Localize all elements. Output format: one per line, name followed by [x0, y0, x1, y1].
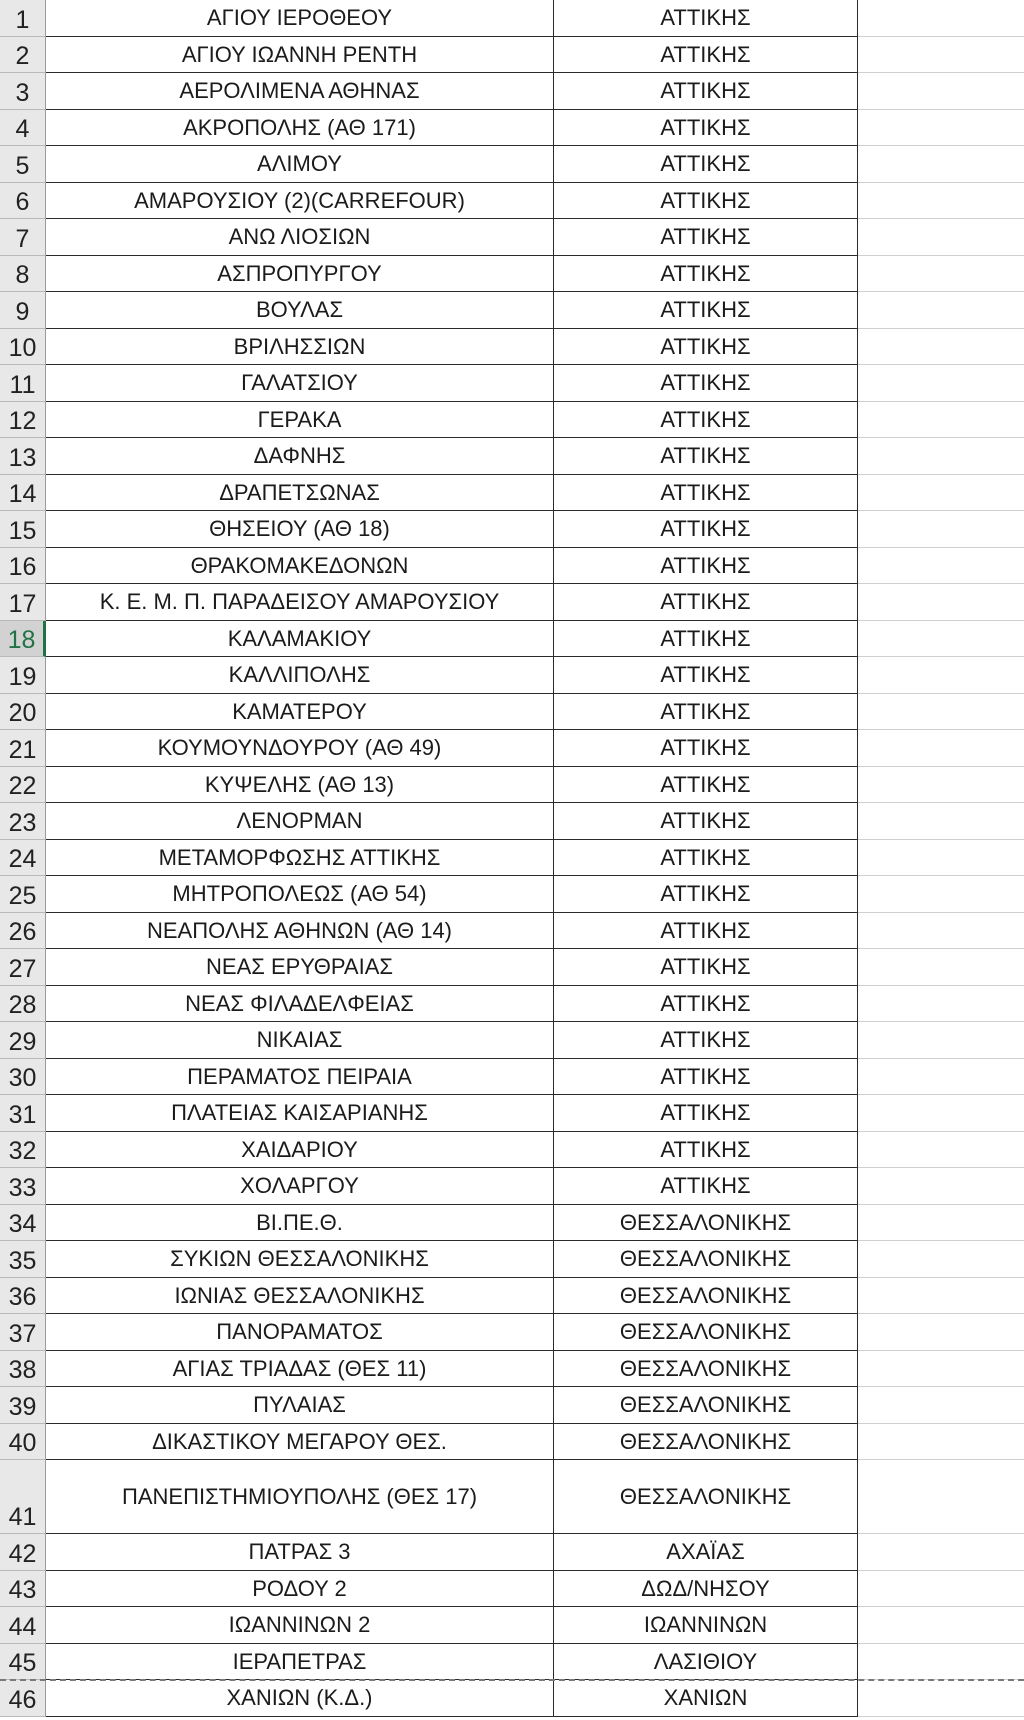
row-header-9[interactable]: 9	[0, 292, 46, 329]
row-header-11[interactable]: 11	[0, 365, 46, 402]
cell-name[interactable]: ΜΗΤΡΟΠΟΛΕΩΣ (ΑΘ 54)	[46, 876, 554, 913]
cell-name[interactable]: Κ. Ε. Μ. Π. ΠΑΡΑΔΕΙΣΟΥ ΑΜΑΡΟΥΣΙΟΥ	[46, 584, 554, 621]
cell-empty[interactable]	[858, 73, 1024, 110]
row-header-18[interactable]: 18	[0, 621, 46, 658]
row-header-1[interactable]: 1	[0, 0, 46, 37]
cell-empty[interactable]	[858, 949, 1024, 986]
cell-name[interactable]: ΝΙΚΑΙΑΣ	[46, 1022, 554, 1059]
row-header-22[interactable]: 22	[0, 767, 46, 804]
row-header-7[interactable]: 7	[0, 219, 46, 256]
cell-empty[interactable]	[858, 1460, 1024, 1534]
cell-region[interactable]: ΘΕΣΣΑΛΟΝΙΚΗΣ	[554, 1424, 858, 1461]
cell-empty[interactable]	[858, 183, 1024, 220]
cell-name[interactable]: ΠΥΛΑΙΑΣ	[46, 1387, 554, 1424]
cell-empty[interactable]	[858, 1241, 1024, 1278]
row-header-45[interactable]: 45	[0, 1644, 46, 1681]
cell-name[interactable]: ΜΕΤΑΜΟΡΦΩΣΗΣ ΑΤΤΙΚΗΣ	[46, 840, 554, 877]
cell-empty[interactable]	[858, 1314, 1024, 1351]
row-header-36[interactable]: 36	[0, 1278, 46, 1315]
cell-empty[interactable]	[858, 1680, 1024, 1717]
cell-empty[interactable]	[858, 1534, 1024, 1571]
row-header-43[interactable]: 43	[0, 1571, 46, 1608]
row-header-14[interactable]: 14	[0, 475, 46, 512]
cell-region[interactable]: ΑΧΑΪΑΣ	[554, 1534, 858, 1571]
cell-name[interactable]: ΚΥΨΕΛΗΣ (ΑΘ 13)	[46, 767, 554, 804]
cell-region[interactable]: ΑΤΤΙΚΗΣ	[554, 876, 858, 913]
cell-empty[interactable]	[858, 694, 1024, 731]
cell-empty[interactable]	[858, 548, 1024, 585]
cell-region[interactable]: ΑΤΤΙΚΗΣ	[554, 949, 858, 986]
cell-region[interactable]: ΑΤΤΙΚΗΣ	[554, 0, 858, 37]
cell-name[interactable]: ΠΑΝΟΡΑΜΑΤΟΣ	[46, 1314, 554, 1351]
cell-name[interactable]: ΝΕΑΣ ΕΡΥΘΡΑΙΑΣ	[46, 949, 554, 986]
cell-empty[interactable]	[858, 475, 1024, 512]
cell-empty[interactable]	[858, 292, 1024, 329]
row-header-40[interactable]: 40	[0, 1424, 46, 1461]
cell-name[interactable]: ΑΚΡΟΠΟΛΗΣ (ΑΘ 171)	[46, 110, 554, 147]
cell-empty[interactable]	[858, 438, 1024, 475]
cell-empty[interactable]	[858, 1132, 1024, 1169]
cell-region[interactable]: ΘΕΣΣΑΛΟΝΙΚΗΣ	[554, 1460, 858, 1534]
cell-region[interactable]: ΑΤΤΙΚΗΣ	[554, 621, 858, 658]
cell-empty[interactable]	[858, 329, 1024, 366]
cell-empty[interactable]	[858, 1644, 1024, 1681]
cell-region[interactable]: ΘΕΣΣΑΛΟΝΙΚΗΣ	[554, 1387, 858, 1424]
cell-empty[interactable]	[858, 146, 1024, 183]
cell-region[interactable]: ΧΑΝΙΩΝ	[554, 1680, 858, 1717]
cell-name[interactable]: ΝΕΑΣ ΦΙΛΑΔΕΛΦΕΙΑΣ	[46, 986, 554, 1023]
cell-region[interactable]: ΘΕΣΣΑΛΟΝΙΚΗΣ	[554, 1205, 858, 1242]
row-header-39[interactable]: 39	[0, 1387, 46, 1424]
cell-region[interactable]: ΑΤΤΙΚΗΣ	[554, 1168, 858, 1205]
cell-empty[interactable]	[858, 1095, 1024, 1132]
cell-name[interactable]: ΑΕΡΟΛΙΜΕΝΑ ΑΘΗΝΑΣ	[46, 73, 554, 110]
cell-empty[interactable]	[858, 1351, 1024, 1388]
row-header-4[interactable]: 4	[0, 110, 46, 147]
cell-name[interactable]: ΙΕΡΑΠΕΤΡΑΣ	[46, 1644, 554, 1681]
cell-name[interactable]: ΣΥΚΙΩΝ ΘΕΣΣΑΛΟΝΙΚΗΣ	[46, 1241, 554, 1278]
cell-empty[interactable]	[858, 365, 1024, 402]
cell-region[interactable]: ΑΤΤΙΚΗΣ	[554, 840, 858, 877]
cell-region[interactable]: ΑΤΤΙΚΗΣ	[554, 1132, 858, 1169]
cell-region[interactable]: ΑΤΤΙΚΗΣ	[554, 438, 858, 475]
cell-name[interactable]: ΑΓΙΟΥ ΙΕΡΟΘΕΟΥ	[46, 0, 554, 37]
cell-region[interactable]: ΑΤΤΙΚΗΣ	[554, 511, 858, 548]
cell-name[interactable]: ΑΝΩ ΛΙΟΣΙΩΝ	[46, 219, 554, 256]
cell-region[interactable]: ΑΤΤΙΚΗΣ	[554, 110, 858, 147]
cell-empty[interactable]	[858, 1387, 1024, 1424]
cell-name[interactable]: ΑΜΑΡΟΥΣΙΟΥ (2)(CARREFOUR)	[46, 183, 554, 220]
row-header-38[interactable]: 38	[0, 1351, 46, 1388]
cell-empty[interactable]	[858, 256, 1024, 293]
cell-empty[interactable]	[858, 0, 1024, 37]
cell-name[interactable]: ΡΟΔΟΥ 2	[46, 1571, 554, 1608]
cell-name[interactable]: ΛΕΝΟΡΜΑΝ	[46, 803, 554, 840]
cell-name[interactable]: ΘΗΣΕΙΟΥ (ΑΘ 18)	[46, 511, 554, 548]
cell-name[interactable]: ΑΓΙΑΣ ΤΡΙΑΔΑΣ (ΘΕΣ 11)	[46, 1351, 554, 1388]
cell-name[interactable]: ΠΑΝΕΠΙΣΤΗΜΙΟΥΠΟΛΗΣ (ΘΕΣ 17)	[46, 1460, 554, 1534]
cell-name[interactable]: ΑΓΙΟΥ ΙΩΑΝΝΗ ΡΕΝΤΗ	[46, 37, 554, 74]
cell-region[interactable]: ΑΤΤΙΚΗΣ	[554, 73, 858, 110]
cell-region[interactable]: ΑΤΤΙΚΗΣ	[554, 584, 858, 621]
cell-empty[interactable]	[858, 584, 1024, 621]
cell-empty[interactable]	[858, 986, 1024, 1023]
cell-empty[interactable]	[858, 1205, 1024, 1242]
cell-empty[interactable]	[858, 876, 1024, 913]
cell-name[interactable]: ΚΑΜΑΤΕΡΟΥ	[46, 694, 554, 731]
cell-region[interactable]: ΘΕΣΣΑΛΟΝΙΚΗΣ	[554, 1278, 858, 1315]
cell-region[interactable]: ΑΤΤΙΚΗΣ	[554, 146, 858, 183]
cell-region[interactable]: ΑΤΤΙΚΗΣ	[554, 1059, 858, 1096]
row-header-35[interactable]: 35	[0, 1241, 46, 1278]
cell-empty[interactable]	[858, 219, 1024, 256]
row-header-17[interactable]: 17	[0, 584, 46, 621]
cell-region[interactable]: ΑΤΤΙΚΗΣ	[554, 657, 858, 694]
row-header-46[interactable]: 46	[0, 1680, 46, 1717]
cell-region[interactable]: ΑΤΤΙΚΗΣ	[554, 1022, 858, 1059]
cell-empty[interactable]	[858, 1059, 1024, 1096]
cell-empty[interactable]	[858, 37, 1024, 74]
row-header-3[interactable]: 3	[0, 73, 46, 110]
cell-name[interactable]: ΠΛΑΤΕΙΑΣ ΚΑΙΣΑΡΙΑΝΗΣ	[46, 1095, 554, 1132]
row-header-6[interactable]: 6	[0, 183, 46, 220]
row-header-24[interactable]: 24	[0, 840, 46, 877]
cell-empty[interactable]	[858, 1571, 1024, 1608]
cell-name[interactable]: ΓΕΡΑΚΑ	[46, 402, 554, 439]
cell-region[interactable]: ΑΤΤΙΚΗΣ	[554, 475, 858, 512]
cell-region[interactable]: ΑΤΤΙΚΗΣ	[554, 402, 858, 439]
cell-empty[interactable]	[858, 913, 1024, 950]
row-header-32[interactable]: 32	[0, 1132, 46, 1169]
cell-region[interactable]: ΙΩΑΝΝΙΝΩΝ	[554, 1607, 858, 1644]
cell-empty[interactable]	[858, 402, 1024, 439]
cell-empty[interactable]	[858, 511, 1024, 548]
cell-name[interactable]: ΧΑΙΔΑΡΙΟΥ	[46, 1132, 554, 1169]
row-header-10[interactable]: 10	[0, 329, 46, 366]
row-header-31[interactable]: 31	[0, 1095, 46, 1132]
cell-empty[interactable]	[858, 110, 1024, 147]
cell-region[interactable]: ΑΤΤΙΚΗΣ	[554, 329, 858, 366]
cell-name[interactable]: ΧΑΝΙΩΝ (Κ.Δ.)	[46, 1680, 554, 1717]
cell-empty[interactable]	[858, 1278, 1024, 1315]
cell-name[interactable]: ΙΩΝΙΑΣ ΘΕΣΣΑΛΟΝΙΚΗΣ	[46, 1278, 554, 1315]
row-header-41[interactable]: 41	[0, 1460, 46, 1534]
row-header-19[interactable]: 19	[0, 657, 46, 694]
cell-name[interactable]: ΙΩΑΝΝΙΝΩΝ 2	[46, 1607, 554, 1644]
cell-name[interactable]: ΘΡΑΚΟΜΑΚΕΔΟΝΩΝ	[46, 548, 554, 585]
row-header-26[interactable]: 26	[0, 913, 46, 950]
cell-region[interactable]: ΑΤΤΙΚΗΣ	[554, 913, 858, 950]
row-header-29[interactable]: 29	[0, 1022, 46, 1059]
cell-region[interactable]: ΘΕΣΣΑΛΟΝΙΚΗΣ	[554, 1351, 858, 1388]
cell-region[interactable]: ΑΤΤΙΚΗΣ	[554, 986, 858, 1023]
cell-name[interactable]: ΔΙΚΑΣΤΙΚΟΥ ΜΕΓΑΡΟΥ ΘΕΣ.	[46, 1424, 554, 1461]
row-header-25[interactable]: 25	[0, 876, 46, 913]
row-header-21[interactable]: 21	[0, 730, 46, 767]
cell-region[interactable]: ΔΩΔ/ΝΗΣΟΥ	[554, 1571, 858, 1608]
cell-region[interactable]: ΑΤΤΙΚΗΣ	[554, 219, 858, 256]
cell-region[interactable]: ΑΤΤΙΚΗΣ	[554, 292, 858, 329]
cell-empty[interactable]	[858, 730, 1024, 767]
row-header-15[interactable]: 15	[0, 511, 46, 548]
cell-region[interactable]: ΑΤΤΙΚΗΣ	[554, 1095, 858, 1132]
cell-name[interactable]: ΚΑΛΛΙΠΟΛΗΣ	[46, 657, 554, 694]
cell-region[interactable]: ΑΤΤΙΚΗΣ	[554, 256, 858, 293]
cell-name[interactable]: ΓΑΛΑΤΣΙΟΥ	[46, 365, 554, 402]
row-header-33[interactable]: 33	[0, 1168, 46, 1205]
row-header-13[interactable]: 13	[0, 438, 46, 475]
row-header-23[interactable]: 23	[0, 803, 46, 840]
row-header-5[interactable]: 5	[0, 146, 46, 183]
row-header-30[interactable]: 30	[0, 1059, 46, 1096]
cell-empty[interactable]	[858, 767, 1024, 804]
row-header-2[interactable]: 2	[0, 37, 46, 74]
row-header-12[interactable]: 12	[0, 402, 46, 439]
cell-region[interactable]: ΑΤΤΙΚΗΣ	[554, 365, 858, 402]
cell-region[interactable]: ΑΤΤΙΚΗΣ	[554, 730, 858, 767]
row-header-8[interactable]: 8	[0, 256, 46, 293]
row-header-28[interactable]: 28	[0, 986, 46, 1023]
cell-empty[interactable]	[858, 1607, 1024, 1644]
page-break-line	[0, 1679, 1024, 1681]
row-header-34[interactable]: 34	[0, 1205, 46, 1242]
cell-name[interactable]: ΧΟΛΑΡΓΟΥ	[46, 1168, 554, 1205]
cell-region[interactable]: ΑΤΤΙΚΗΣ	[554, 694, 858, 731]
cell-region[interactable]: ΑΤΤΙΚΗΣ	[554, 767, 858, 804]
cell-region[interactable]: ΑΤΤΙΚΗΣ	[554, 37, 858, 74]
cell-name[interactable]: ΒΙ.ΠΕ.Θ.	[46, 1205, 554, 1242]
cell-name[interactable]: ΑΣΠΡΟΠΥΡΓΟΥ	[46, 256, 554, 293]
row-header-44[interactable]: 44	[0, 1607, 46, 1644]
cell-name[interactable]: ΠΑΤΡΑΣ 3	[46, 1534, 554, 1571]
cell-name[interactable]: ΔΡΑΠΕΤΣΩΝΑΣ	[46, 475, 554, 512]
row-header-20[interactable]: 20	[0, 694, 46, 731]
cell-region[interactable]: ΑΤΤΙΚΗΣ	[554, 548, 858, 585]
cell-empty[interactable]	[858, 1424, 1024, 1461]
cell-region[interactable]: ΘΕΣΣΑΛΟΝΙΚΗΣ	[554, 1241, 858, 1278]
cell-empty[interactable]	[858, 803, 1024, 840]
cell-empty[interactable]	[858, 840, 1024, 877]
cell-empty[interactable]	[858, 1168, 1024, 1205]
cell-name[interactable]: ΠΕΡΑΜΑΤΟΣ ΠΕΙΡΑΙΑ	[46, 1059, 554, 1096]
cell-name[interactable]: ΔΑΦΝΗΣ	[46, 438, 554, 475]
row-header-16[interactable]: 16	[0, 548, 46, 585]
cell-region[interactable]: ΛΑΣΙΘΙΟΥ	[554, 1644, 858, 1681]
cell-name[interactable]: ΚΟΥΜΟΥΝΔΟΥΡΟΥ (ΑΘ 49)	[46, 730, 554, 767]
cell-name[interactable]: ΑΛΙΜΟΥ	[46, 146, 554, 183]
cell-name[interactable]: ΚΑΛΑΜΑΚΙΟΥ	[46, 621, 554, 658]
cell-empty[interactable]	[858, 657, 1024, 694]
row-header-37[interactable]: 37	[0, 1314, 46, 1351]
cell-empty[interactable]	[858, 1022, 1024, 1059]
cell-name[interactable]: ΒΟΥΛΑΣ	[46, 292, 554, 329]
cell-name[interactable]: ΝΕΑΠΟΛΗΣ ΑΘΗΝΩΝ (ΑΘ 14)	[46, 913, 554, 950]
cell-region[interactable]: ΑΤΤΙΚΗΣ	[554, 183, 858, 220]
row-header-27[interactable]: 27	[0, 949, 46, 986]
cell-region[interactable]: ΑΤΤΙΚΗΣ	[554, 803, 858, 840]
cell-region[interactable]: ΘΕΣΣΑΛΟΝΙΚΗΣ	[554, 1314, 858, 1351]
row-header-42[interactable]: 42	[0, 1534, 46, 1571]
cell-empty[interactable]	[858, 621, 1024, 658]
cell-name[interactable]: ΒΡΙΛΗΣΣΙΩΝ	[46, 329, 554, 366]
